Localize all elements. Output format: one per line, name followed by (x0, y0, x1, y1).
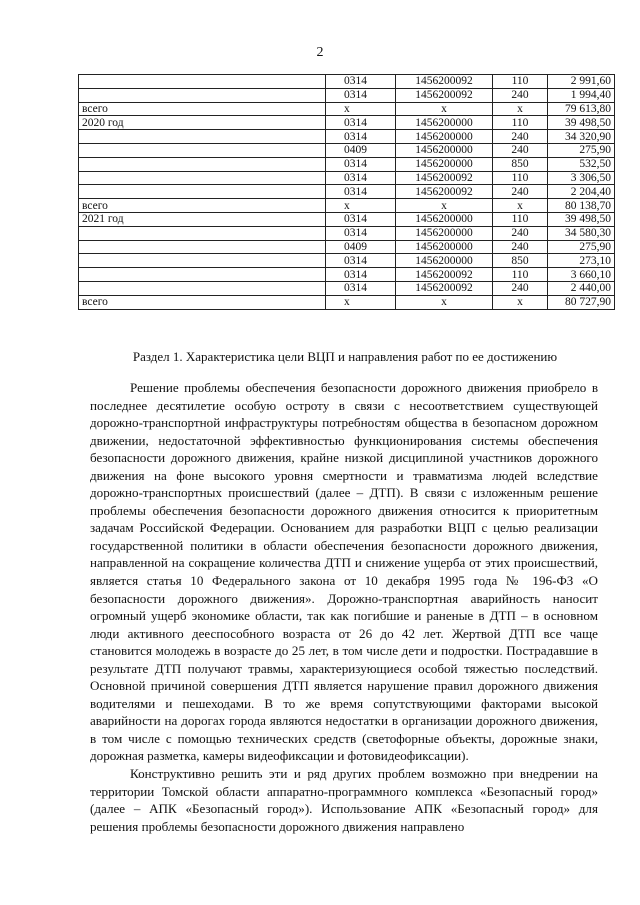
target-article-cell: 1456200092 (396, 88, 493, 102)
target-article-cell: 1456200000 (396, 116, 493, 130)
body-text (90, 379, 598, 835)
paragraph-2: Конструктивно решить эти и ряд других проблем возможно при внедрении на территории Томской области аппаратно-программного комплекса «Безопасный город» (далее – АПК «Безопасный город»). Использование АПК «Безопасный город» для решения проблемы безопасности дорожного движения направлено (90, 766, 598, 834)
row-label-cell (79, 171, 326, 185)
budget-code-cell: 0314 (326, 281, 396, 295)
budget-code-cell: х (326, 295, 396, 309)
table-row (79, 268, 615, 282)
budget-code-cell: х (326, 102, 396, 116)
amount-cell: 275,90 (548, 143, 615, 157)
row-label-cell (79, 185, 326, 199)
expense-type-cell: 240 (493, 281, 548, 295)
table-row (79, 254, 615, 268)
budget-code-cell: 0314 (326, 88, 396, 102)
expense-type-cell: х (493, 102, 548, 116)
budget-code-cell: 0314 (326, 130, 396, 144)
target-article-cell: 1456200000 (396, 130, 493, 144)
target-article-cell: х (396, 295, 493, 309)
target-article-cell: 1456200092 (396, 268, 493, 282)
table-row (79, 281, 615, 295)
expense-type-cell: 110 (493, 75, 548, 89)
table-row (79, 171, 615, 185)
paragraph-1: Решение проблемы обеспечения безопасности дорожного движения приобрело в последнее десятилетие особую остроту в связи с несоответствием существующей дорожно-транспортной инфраструктуры потребностям общества в безопасном дорожном движении, недостаточной эффективностью функционирования системы обеспечения безопасности дорожного движения, крайне низкой дисциплиной участников дорожного движения на фоне высокого уровня смертности и травматизма людей вследствие дорожно-транспортных происшествий (далее – ДТП). В связи с изложенным решение проблемы обеспечения безопасности дорожного движения относится к приоритетным задачам Российской Федерации. Основанием для разработки ВЦП с целью реализации государственной политики в области обеспечения безопасности дорожного движения, направленной на сокращение количества ДТП и снижение ущерба от этих происшествий, является статья 10 Федерального закона от 10 декабря 1995 года № 196-ФЗ «О безопасности дорожного движения». Дорожно-транспортная аварийность наносит огромный ущерб экономике области, так как погибшие и раненые в ДТП – в основном люди активного дееспособного возраста от 26 до 42 лет. Жертвой ДТП все чаще становится молодежь в возрасте до 25 лет, в том числе дети и подростки. Пострадавшие в результате ДТП получают травмы, характеризующиеся особой тяжестью последствий. Основной причиной совершения ДТП является нарушение правил дорожного движения водителями и пешеходами. В то же время сопутствующими факторами высокой аварийности на дорогах города являются недостатки в организации дорожного движения, в том числе с помощью технических средств (светофорные объекты, дорожные знаки, дорожная разметка, камеры видеофиксации и фотовидеофиксации). (90, 380, 598, 764)
amount-cell: 2 991,60 (548, 75, 615, 89)
row-label-cell (79, 268, 326, 282)
target-article-cell: 1456200092 (396, 75, 493, 89)
table-row (79, 295, 615, 309)
budget-code-cell: 0314 (326, 75, 396, 89)
amount-cell: 273,10 (548, 254, 615, 268)
target-article-cell: 1456200000 (396, 157, 493, 171)
table-row (79, 102, 615, 116)
budget-code-cell: 0314 (326, 157, 396, 171)
table-row (79, 143, 615, 157)
table-row (79, 130, 615, 144)
amount-cell: 39 498,50 (548, 116, 615, 130)
expense-type-cell: 240 (493, 130, 548, 144)
page-number: 2 (316, 45, 324, 60)
amount-cell: 80 138,70 (548, 199, 615, 213)
amount-cell: 2 204,40 (548, 185, 615, 199)
table-row (79, 75, 615, 89)
row-label-cell (79, 75, 326, 89)
expense-type-cell: 240 (493, 240, 548, 254)
expense-type-cell: 850 (493, 157, 548, 171)
target-article-cell: 1456200092 (396, 281, 493, 295)
row-label-cell: всего (79, 295, 326, 309)
table-row (79, 185, 615, 199)
amount-cell: 80 727,90 (548, 295, 615, 309)
row-label-cell: всего (79, 102, 326, 116)
budget-code-cell: 0409 (326, 143, 396, 157)
budget-code-cell: 0314 (326, 226, 396, 240)
expense-type-cell: 240 (493, 185, 548, 199)
target-article-cell: х (396, 102, 493, 116)
row-label-cell: 2021 год (79, 212, 326, 226)
target-article-cell: 1456200000 (396, 212, 493, 226)
table-row (79, 199, 615, 213)
row-label-cell (79, 281, 326, 295)
expense-type-cell: 850 (493, 254, 548, 268)
budget-code-cell: 0314 (326, 212, 396, 226)
target-article-cell: 1456200000 (396, 254, 493, 268)
expense-type-cell: х (493, 199, 548, 213)
table-row (79, 116, 615, 130)
budget-code-cell: 0409 (326, 240, 396, 254)
amount-cell: 2 440,00 (548, 281, 615, 295)
row-label-cell: 2020 год (79, 116, 326, 130)
expense-type-cell: 110 (493, 116, 548, 130)
table-row (79, 240, 615, 254)
row-label-cell (79, 143, 326, 157)
amount-cell: 39 498,50 (548, 212, 615, 226)
table-row (79, 212, 615, 226)
amount-cell: 79 613,80 (548, 102, 615, 116)
amount-cell: 34 320,90 (548, 130, 615, 144)
expense-type-cell: х (493, 295, 548, 309)
row-label-cell (79, 157, 326, 171)
row-label-cell (79, 254, 326, 268)
target-article-cell: 1456200000 (396, 240, 493, 254)
target-article-cell: 1456200092 (396, 171, 493, 185)
expense-type-cell: 110 (493, 268, 548, 282)
expense-type-cell: 110 (493, 212, 548, 226)
expense-type-cell: 110 (493, 171, 548, 185)
row-label-cell (79, 88, 326, 102)
section-title: Раздел 1. Характеристика цели ВЦП и направления работ по ее достижению (132, 349, 558, 364)
table-row (79, 157, 615, 171)
row-label-cell (79, 240, 326, 254)
budget-code-cell: 0314 (326, 171, 396, 185)
table-row (79, 226, 615, 240)
target-article-cell: х (396, 199, 493, 213)
budget-code-cell: 0314 (326, 268, 396, 282)
row-label-cell (79, 130, 326, 144)
amount-cell: 3 306,50 (548, 171, 615, 185)
amount-cell: 532,50 (548, 157, 615, 171)
table-row (79, 88, 615, 102)
expense-type-cell: 240 (493, 226, 548, 240)
expense-type-cell: 240 (493, 143, 548, 157)
amount-cell: 1 994,40 (548, 88, 615, 102)
target-article-cell: 1456200000 (396, 143, 493, 157)
target-article-cell: 1456200000 (396, 226, 493, 240)
amount-cell: 34 580,30 (548, 226, 615, 240)
row-label-cell: всего (79, 199, 326, 213)
amount-cell: 3 660,10 (548, 268, 615, 282)
budget-code-cell: 0314 (326, 254, 396, 268)
budget-code-cell: 0314 (326, 116, 396, 130)
expense-type-cell: 240 (493, 88, 548, 102)
budget-code-cell: 0314 (326, 185, 396, 199)
row-label-cell (79, 226, 326, 240)
budget-code-cell: х (326, 199, 396, 213)
amount-cell: 275,90 (548, 240, 615, 254)
target-article-cell: 1456200092 (396, 185, 493, 199)
budget-table (78, 74, 615, 310)
